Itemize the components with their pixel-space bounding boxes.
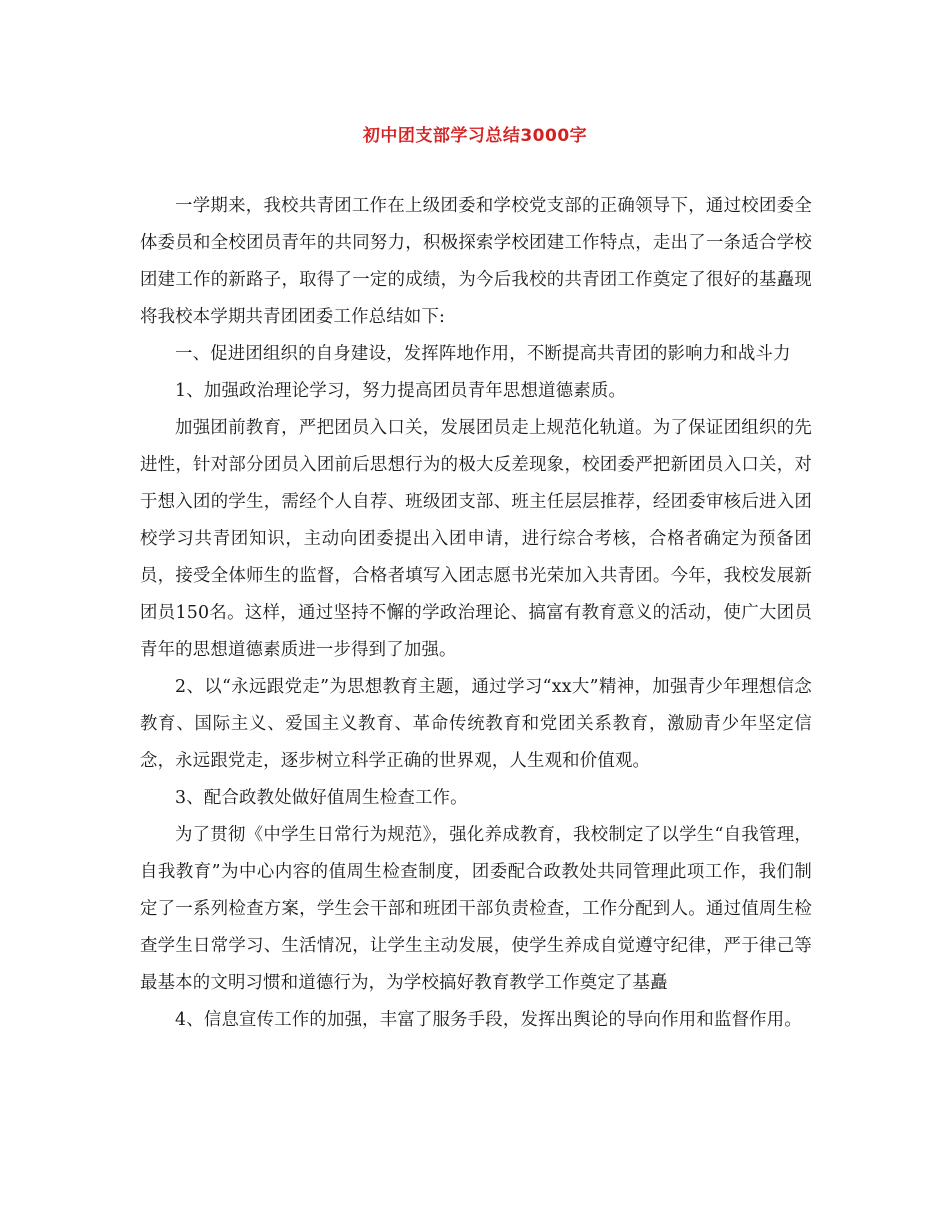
document-body [140, 188, 812, 1039]
document-title: 初中团支部学习总结3000字 [362, 126, 588, 146]
paragraph-3: 为了贯彻《中学生日常行为规范》，强化养成教育，我校制定了以学生“自我管理，自我教育”为中心内容的值周生检查制度，团委配合政教处共同管理此项工作，我们制定了一系列检查方案，学生会干部和班团干部负责检查，工作分配到人。通过值周生检查学生日常学习、生活情况，让学生主动发展，使学生养成自觉遵守纪律，严于律己等最基本的文明习惯和道德行为，为学校搞好教育教学工作奠定了基矗 [140, 825, 812, 993]
section-heading-1: 一、促进团组织的自身建设，发挥阵地作用，不断提高共青团的影响力和战斗力 [175, 344, 791, 364]
paragraph-intro: 一学期来，我校共青团工作在上级团委和学校党支部的正确领导下，通过校团委全体委员和全校团员青年的共同努力，积极探索学校团建工作特点，走出了一条适合学校团建工作的新路子，取得了一定的成绩，为今后我校的共青团工作奠定了很好的基矗现将我校本学期共青团团委工作总结如下: [140, 196, 812, 327]
paragraph-1: 加强团前教育，严把团员入口关，发展团员走上规范化轨道。为了保证团组织的先进性，针对部分团员入团前后思想行为的极大反差现象，校团委严把新团员入口关，对于想入团的学生，需经个人自荐、班级团支部、班主任层层推荐，经团委审核后进入团校学习共青团知识，主动向团委提出入团申请，进行综合考核，合格者确定为预备团员，接受全体师生的监督，合格者填写入团志愿书光荣加入共青团。今年，我校发展新团员150名。这样，通过坚持不懈的学政治理论、搞富有教育意义的活动，使广大团员青年的思想道德素质进一步得到了加强。 [140, 418, 812, 660]
subheading-1: 1、加强政治理论学习，努力提高团员青年思想道德素质。 [175, 381, 627, 401]
subheading-2: 2、以“永远跟党走”为思想教育主题，通过学习“xx大”精神，加强青少年理想信念教育、国际主义、爱国主义教育、革命传统教育和党团关系教育，激励青少年坚定信念，永远跟党走，逐步树立科学正确的世界观，人生观和价值观。 [140, 677, 812, 771]
subheading-3: 3、配合政教处做好值周生检查工作。 [175, 788, 468, 808]
subheading-4: 4、信息宣传工作的加强，丰富了服务手段，发挥出舆论的导向作用和监督作用。 [175, 1010, 802, 1030]
